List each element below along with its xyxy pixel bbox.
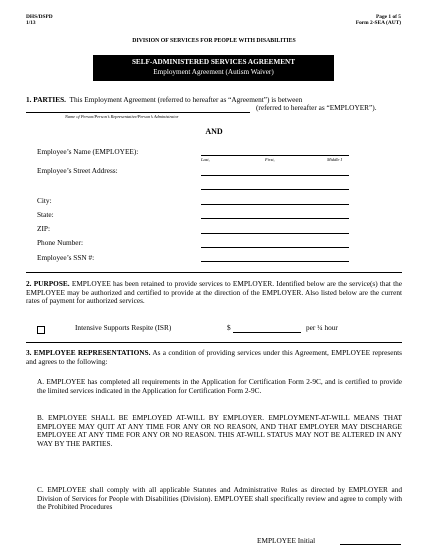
section-divider-2	[26, 342, 402, 343]
isr-rate-line[interactable]	[233, 332, 301, 333]
banner-subtitle: Employment Agreement (Autism Waiver)	[153, 68, 274, 76]
street-address-line-1[interactable]	[201, 175, 349, 176]
form-code: DHS/DSPD	[26, 14, 53, 20]
name-middle-caption: Middle I	[327, 157, 342, 162]
purpose-heading: 2. PURPOSE.	[26, 279, 70, 288]
street-address-line-2[interactable]	[201, 189, 349, 190]
banner-title: SELF-ADMINISTERED SERVICES AGREEMENT	[131, 58, 296, 66]
zip-line[interactable]	[201, 233, 349, 234]
ssn-label: Employee’s SSN #:	[37, 253, 95, 262]
agreement-banner	[93, 55, 334, 81]
parties-heading: 1. PARTIES.	[26, 95, 66, 104]
employer-name-line[interactable]	[26, 112, 250, 113]
purpose-text: EMPLOYEE has been retained to provide services to EMPLOYER. Identified below are the service(s) that the EMPLOYEE may be authorized and certified to provide at the direction of the EMPLOYER. Also listed below are the current rates of payment for authorized services.	[26, 279, 402, 306]
and-separator: AND	[205, 127, 223, 136]
phone-label: Phone Number:	[37, 238, 84, 247]
representation-item-a: A. EMPLOYEE has completed all requirements in the Application for Certification Form 2-9C, and is certified to provide the limited services indicated in the Application for Certification Form 2-9C.	[37, 377, 402, 395]
phone-line[interactable]	[201, 247, 349, 248]
employee-name-label: Employee’s Name (EMPLOYEE):	[37, 147, 139, 156]
representation-item-c: C. EMPLOYEE shall comply with all applicable Statutes and Administrative Rules as directed by EMPLOYER and Division of Services for People with Disabilities (Division). EMPLOYEE shall specifically review and agree to comply with the Prohibited Procedures	[37, 485, 402, 512]
agency-title: DIVISION OF SERVICES FOR PEOPLE WITH DISABILITIES	[132, 38, 296, 44]
form-date: 1/13	[26, 20, 36, 26]
employee-name-line[interactable]	[201, 155, 349, 156]
city-line[interactable]	[201, 204, 349, 205]
representations-intro	[26, 349, 402, 366]
representations-intro-text: As a condition of providing services under this Agreement, EMPLOYEE represents and agrees to the following:	[26, 348, 402, 366]
state-line[interactable]	[201, 218, 349, 219]
page-number: Page 1 of 5	[375, 14, 401, 20]
employee-initial-line[interactable]	[340, 544, 401, 545]
representations-heading: 3. EMPLOYEE REPRESENTATIONS.	[26, 348, 151, 357]
form-number: Form 2-SEA (AUT)	[355, 20, 401, 26]
parties-intro: This Employment Agreement (referred to hereafter as “Agreement”) is between	[69, 95, 303, 104]
ssn-line[interactable]	[201, 261, 349, 262]
zip-label: ZIP:	[37, 224, 50, 233]
parties-suffix: (referred to hereafter as “EMPLOYER”).	[256, 103, 377, 112]
city-label: City:	[37, 196, 52, 205]
state-label: State:	[37, 210, 54, 219]
section-divider-1	[26, 272, 402, 273]
isr-checkbox[interactable]	[37, 326, 45, 334]
employee-initial-label: EMPLOYEE Initial	[257, 536, 316, 545]
rate-dollar-sign: $	[227, 323, 231, 332]
name-last-caption: Last,	[201, 157, 210, 162]
representation-item-b: B. EMPLOYEE SHALL BE EMPLOYED AT-WILL BY EMPLOYER. EMPLOYMENT-AT-WILL MEANS THAT EMPLOYEE MAY QUIT AT ANY TIME FOR ANY OR NO REASON, AND THAT EMPLOYER MAY DISCHARGE EMPLOYEE AT ANY TIME FOR ANY OR NO REASON. THIS AT-WILL STATUS MAY NOT BE ALTERED IN ANY WAY BY THE PARTIES.	[37, 413, 402, 448]
employer-name-caption: Name of Person/Person’s Representative/Person’s Administrator	[65, 114, 179, 119]
rate-unit: per ¼ hour	[306, 323, 338, 332]
purpose-paragraph	[26, 280, 402, 306]
street-address-label: Employee’s Street Address:	[37, 166, 118, 175]
name-first-caption: First,	[265, 157, 275, 162]
isr-service-label: Intensive Supports Respite (ISR)	[75, 323, 172, 332]
